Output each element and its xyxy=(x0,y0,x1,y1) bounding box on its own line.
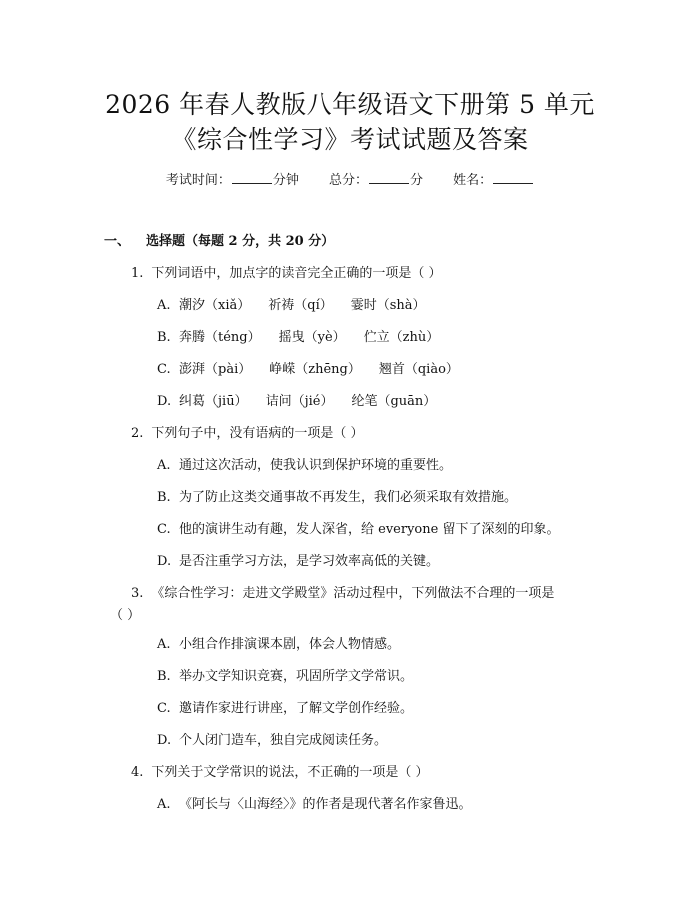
exam-meta-row xyxy=(0,169,700,188)
section-title: 选择题（每题 2 分，共 20 分） xyxy=(146,234,335,249)
option-letter: A. xyxy=(157,458,171,473)
option-word: 伫立（zhù） xyxy=(363,330,440,345)
option-text: 个人闭门造车，独自完成阅读任务。 xyxy=(179,733,388,748)
exam-time-label: 考试时间： xyxy=(165,173,231,188)
question-number: 1. xyxy=(131,266,144,281)
option-letter: D. xyxy=(157,554,172,569)
question-text: 《综合性学习：走进文学殿堂》活动过程中，下列做法不合理的一项是 xyxy=(151,586,555,601)
option-text: 为了防止这类交通事故不再发生，我们必须采取有效措施。 xyxy=(179,490,518,505)
question-1 xyxy=(131,262,442,281)
question-3-option-a xyxy=(157,633,400,652)
option-word: 纶笔（guān） xyxy=(351,394,437,409)
option-text: 小组合作排演课本剧，体会人物情感。 xyxy=(179,637,401,652)
question-number: 3. xyxy=(131,586,144,601)
question-4-option-a xyxy=(157,793,472,812)
option-letter: A. xyxy=(157,298,171,313)
option-text: 通过这次活动，使我认识到保护环境的重要性。 xyxy=(179,458,453,473)
question-text: 下列词语中，加点字的读音完全正确的一项是（ ） xyxy=(151,266,442,281)
option-word: 奔腾（téng） xyxy=(179,330,261,345)
option-text: 《阿长与〈山海经〉》的作者是现代著名作家鲁迅。 xyxy=(179,797,472,812)
option-word: 峥嵘（zhēng） xyxy=(269,362,361,377)
option-letter: B. xyxy=(157,669,171,684)
question-text: 下列关于文学常识的说法，不正确的一项是（ ） xyxy=(151,765,429,780)
question-1-option-d xyxy=(157,390,436,409)
student-name-blank xyxy=(493,171,533,184)
option-letter: B. xyxy=(157,330,171,345)
student-name-field xyxy=(453,173,534,188)
option-word: 祈祷（qí） xyxy=(268,298,333,313)
option-letter: C. xyxy=(157,362,171,377)
exam-title-line-1: 2026 年春人教版八年级语文下册第 5 单元 xyxy=(105,90,595,119)
option-word: 澎湃（pài） xyxy=(179,362,252,377)
option-word: 潮汐（xiǎ） xyxy=(179,298,251,313)
option-text: 邀请作家进行讲座，了解文学创作经验。 xyxy=(179,701,414,716)
option-letter: D. xyxy=(157,394,172,409)
question-3-option-c xyxy=(157,697,413,716)
section-number: 一、 xyxy=(104,234,131,249)
question-1-option-a xyxy=(157,294,426,313)
option-word: 翘首（qiào） xyxy=(378,362,459,377)
option-word: 诘问（jié） xyxy=(265,394,334,409)
question-1-option-b xyxy=(157,326,439,345)
question-3-continuation: （ ） xyxy=(110,608,141,623)
option-text: 他的演讲生动有趣，发人深省，给 everyone 留下了深刻的印象。 xyxy=(179,522,560,537)
question-2-option-a xyxy=(157,454,452,473)
exam-time-unit: 分钟 xyxy=(272,173,299,188)
exam-time-field xyxy=(166,173,299,188)
option-letter: D. xyxy=(157,733,172,748)
question-text: 下列句子中，没有语病的一项是（ ） xyxy=(151,426,364,441)
question-number: 2. xyxy=(131,426,144,441)
option-letter: A. xyxy=(157,797,171,812)
student-name-label: 姓名： xyxy=(453,173,493,188)
option-word: 霎时（shà） xyxy=(350,298,426,313)
option-word: 摇曳（yè） xyxy=(278,330,346,345)
question-2-option-d xyxy=(157,550,439,569)
option-letter: B. xyxy=(157,490,171,505)
option-text: 是否注重学习方法，是学习效率高低的关键。 xyxy=(179,554,440,569)
exam-time-blank xyxy=(232,171,272,184)
section-heading xyxy=(104,230,334,249)
option-word: 纠葛（jiū） xyxy=(179,394,248,409)
option-letter: A. xyxy=(157,637,171,652)
exam-title-line-2: 《综合性学习》考试试题及答案 xyxy=(171,125,529,154)
question-2 xyxy=(131,422,364,441)
option-letter: C. xyxy=(157,522,171,537)
total-score-label: 总分： xyxy=(328,173,368,188)
option-letter: C. xyxy=(157,701,171,716)
total-score-field xyxy=(329,173,423,188)
question-1-option-c xyxy=(157,358,459,377)
total-score-blank xyxy=(369,171,409,184)
option-text: 举办文学知识竞赛，巩固所学文学常识。 xyxy=(179,669,414,684)
question-number: 4. xyxy=(131,765,144,780)
question-3-option-d xyxy=(157,729,387,748)
question-3 xyxy=(131,582,554,601)
question-4 xyxy=(131,761,429,780)
total-score-unit: 分 xyxy=(410,173,424,188)
question-2-option-b xyxy=(157,486,517,505)
question-3-option-b xyxy=(157,665,413,684)
question-2-option-c xyxy=(157,518,559,537)
